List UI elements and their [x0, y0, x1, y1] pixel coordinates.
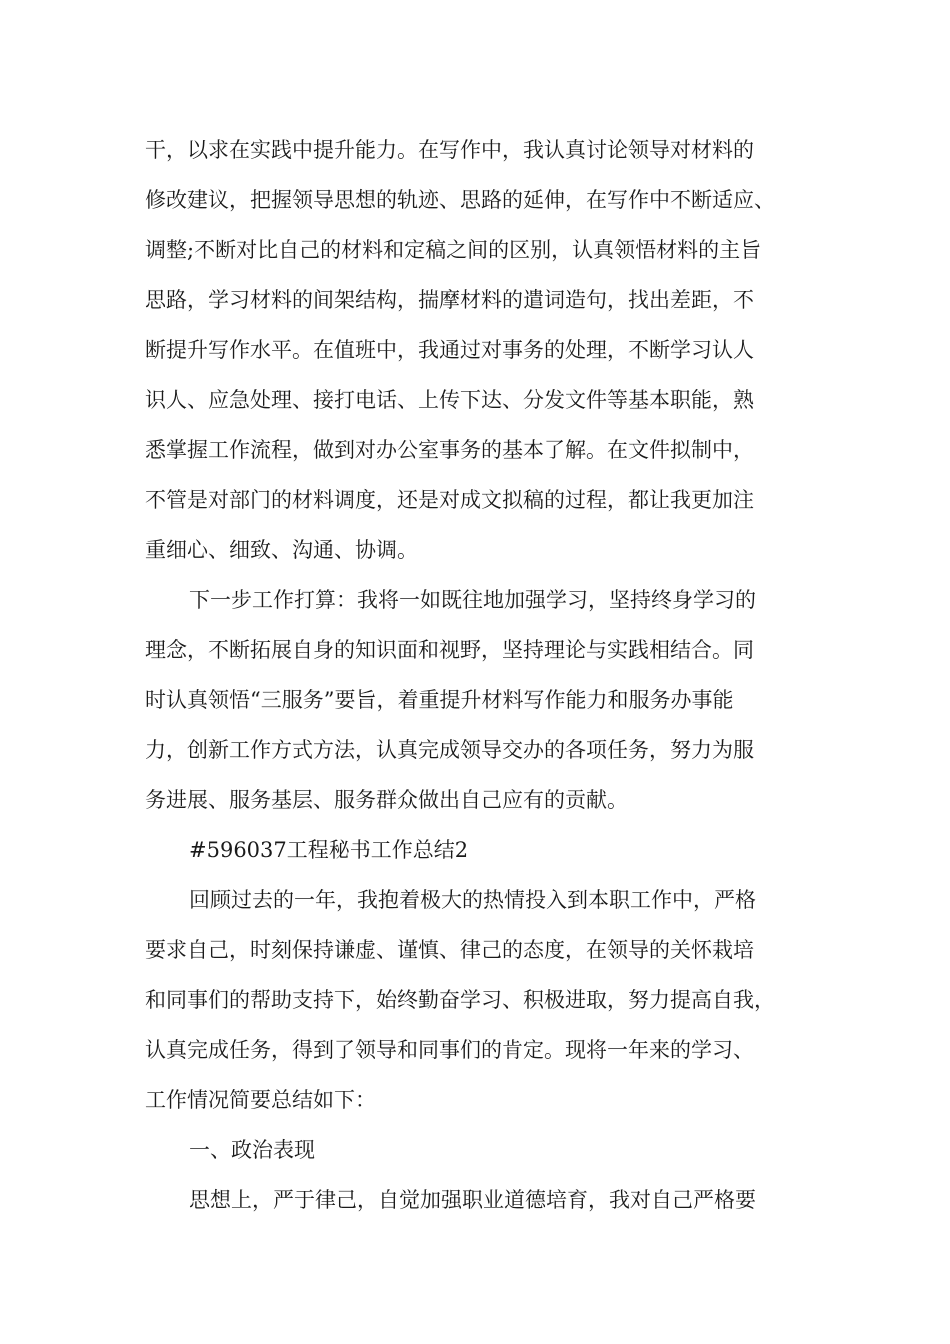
paragraph-line: 重细心、细致、沟通、协调。	[145, 538, 418, 562]
paragraph-line: 不管是对部门的材料调度，还是对成文拟稿的过程，都让我更加注	[145, 488, 754, 512]
paragraph-line: 认真完成任务，得到了领导和同事们的肯定。现将一年来的学习、	[145, 1038, 754, 1062]
paragraph-line: 时认真领悟“三服务”要旨，着重提升材料写作能力和服务办事能	[145, 688, 734, 712]
paragraph-line: 回顾过去的一年，我抱着极大的热情投入到本职工作中，严格	[189, 888, 756, 912]
paragraph-line: 思想上，严于律己，自觉加强职业道德培育，我对自己严格要	[189, 1188, 756, 1212]
paragraph-line: 调整;不断对比自己的材料和定稿之间的区别，认真领悟材料的主旨	[145, 238, 762, 262]
paragraph-line: 悉掌握工作流程，做到对办公室事务的基本了解。在文件拟制中，	[145, 438, 754, 462]
paragraph-line: 工作情况简要总结如下：	[145, 1088, 376, 1112]
paragraph-line: 修改建议，把握领导思想的轨迹、思路的延伸，在写作中不断适应、	[145, 188, 775, 212]
paragraph-line: 识人、应急处理、接打电话、上传下达、分发文件等基本职能，熟	[145, 388, 754, 412]
paragraph-line: 理念，不断拓展自身的知识面和视野，坚持理论与实践相结合。同	[145, 638, 754, 662]
subsection-heading: 一、政治表现	[189, 1138, 315, 1162]
paragraph-line: 断提升写作水平。在值班中，我通过对事务的处理，不断学习认人	[145, 338, 754, 362]
paragraph-line: 干，以求在实践中提升能力。在写作中，我认真讨论领导对材料的	[145, 138, 754, 162]
paragraph-line: 下一步工作打算：我将一如既往地加强学习，坚持终身学习的	[189, 588, 756, 612]
paragraph-line: 思路，学习材料的间架结构，揣摩材料的遣词造句，找出差距，不	[145, 288, 754, 312]
paragraph-line: 和同事们的帮助支持下，始终勤奋学习、积极进取，努力提高自我，	[145, 988, 775, 1012]
section-heading: #596037工程秘书工作总结2	[189, 838, 469, 862]
paragraph-line: 务进展、服务基层、服务群众做出自己应有的贡献。	[145, 788, 628, 812]
paragraph-line: 要求自己，时刻保持谦虚、谨慎、律己的态度，在领导的关怀栽培	[145, 938, 754, 962]
paragraph-line: 力，创新工作方式方法，认真完成领导交办的各项任务，努力为服	[145, 738, 754, 762]
